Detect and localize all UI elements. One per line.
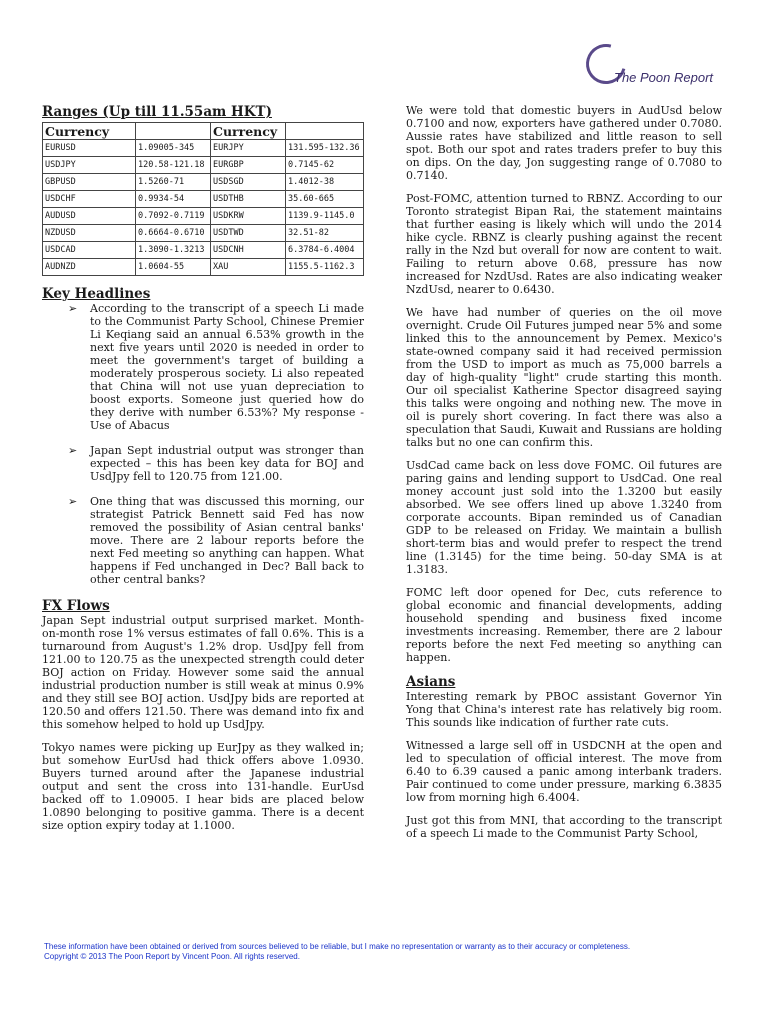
range-cell: 32.51-82 (286, 225, 364, 242)
currency-pair-cell: AUDUSD (43, 208, 136, 225)
asians-paragraph: Witnessed a large sell off in USDCNH at the open and led to speculation of official interest. The move from 6.40 to 6.39 caused a panic among interbank traders. Pair continued to come under pressure, marking 6.3835 low from morning high 6.4004. (406, 739, 722, 804)
range-cell: 1.0604-55 (136, 259, 211, 276)
range-cell: 1.3090-1.3213 (136, 242, 211, 259)
fx-flows-paragraph: Tokyo names were picking up EurJpy as they walked in; but somehow EurUsd had thick offers above 1.0930. Buyers turned around after the Japanese industrial output and sent the cross into 131-handle. EurUsd backed off to 1.09005. I hear bids are placed below 1.0890 belonging to positive gamma. There is a decent size option expiry today at 1.1000. (42, 741, 364, 832)
ranges-row (43, 259, 364, 276)
brand-logo (580, 38, 730, 94)
arrow-bullet-icon: ➢ (68, 302, 78, 315)
left-column (42, 104, 364, 842)
fomc-paragraph: FOMC left door opened for Dec, cuts reference to global economic and financial developments, adding household spending and business fixed income investments increasing. Remember, there are 2 labour reports before the next Fed meeting so anything can happen. (406, 586, 722, 664)
range-cell: 1.09005-345 (136, 140, 211, 157)
headline-text: One thing that was discussed this morning, our strategist Patrick Bennett said Fed has now removed the possibility of Asian central banks' move. There are 2 labour reports before the next Fed meeting so anything can happen. What happens if Fed unchanged in Dec? Ball back to other central banks? (90, 495, 364, 586)
currency-pair-cell: USDTHB (211, 191, 286, 208)
currency-pair-cell: USDJPY (43, 157, 136, 174)
ranges-body (43, 140, 364, 276)
ranges-row (43, 225, 364, 242)
asians-paragraph: Just got this from MNI, that according to the transcript of a speech Li made to the Communist Party School, (406, 814, 722, 840)
range-cell: 0.7092-0.7119 (136, 208, 211, 225)
ranges-row (43, 140, 364, 157)
range-cell: 0.7145-62 (286, 157, 364, 174)
ranges-row (43, 208, 364, 225)
usdcad-paragraph: UsdCad came back on less dove FOMC. Oil futures are paring gains and lending support to UsdCad. One real money account just sold into the 1.3200 but easily absorbed. We see offers lined up above 1.3240 from corporate accounts. Bipan reminded us of Canadian GDP to be released on Friday. We maintain a bullish short-term bias and would prefer to respect the trend line (1.3145) for the time being. 50-day SMA is at 1.3183. (406, 459, 722, 576)
fx-flows-title: FX Flows (42, 598, 110, 614)
range-cell: 131.595-132.36 (286, 140, 364, 157)
range-cell: 1.5260-71 (136, 174, 211, 191)
headlines-title: Key Headlines (42, 286, 151, 302)
audusd-paragraph: We were told that domestic buyers in AudUsd below 0.7100 and now, exporters have gathered under 0.7080. Aussie rates have stabilized and little reason to sell spot. Both our spot and rates traders prefer to buy this on dips. On the day, Jon suggesting range of 0.7080 to 0.7140. (406, 104, 722, 182)
ranges-row (43, 174, 364, 191)
asians-title: Asians (406, 674, 456, 690)
ranges-row (43, 191, 364, 208)
copyright-text: Copyright © 2013 The Poon Report by Vincent Poon. All rights reserved. (44, 952, 300, 961)
headline-text: According to the transcript of a speech Li made to the Communist Party School, Chinese Premier Li Keqiang said an annual 6.53% growth in the next five years until 2020 is needed in order to meet the government's target of building a moderately prosperous society. Li also repeated that China will not use yuan depreciation to boost exports. Someone just queried how do they derive with number 6.53%? My response - Use of Abacus (90, 302, 364, 432)
currency-pair-cell: XAU (211, 259, 286, 276)
currency-header-left: Currency (43, 123, 136, 140)
footer (44, 942, 734, 962)
fx-flows-paragraph: Japan Sept industrial output surprised market. Month-on-month rose 1% versus estimates of fall 0.6%. This is a turnaround from August's 1.2% drop. UsdJpy fell from 121.00 to 120.75 as the unexpected strength could deter BOJ action on Friday. However some said the annual industrial production number is still weak at minus 0.9% and they still see BOJ action. UsdJpy bids are reported at 120.50 and offers 121.50. There was demand into fix and this somehow helped to hold up UsdJpy. (42, 614, 364, 731)
logo-text: The Poon Report (614, 70, 714, 85)
range-header-left (136, 123, 211, 140)
currency-pair-cell: USDCHF (43, 191, 136, 208)
currency-header-right: Currency (211, 123, 286, 140)
headline-item (42, 302, 364, 432)
headlines-list (42, 302, 364, 586)
currency-pair-cell: USDCNH (211, 242, 286, 259)
range-cell: 0.9934-54 (136, 191, 211, 208)
range-cell: 120.58-121.18 (136, 157, 211, 174)
range-cell: 35.60-665 (286, 191, 364, 208)
rbnz-paragraph: Post-FOMC, attention turned to RBNZ. According to our Toronto strategist Bipan Rai, the statement maintains that further easing is likely which will undo the 2014 hike cycle. RBNZ is clearly pushing against the recent rally in the Nzd but overall for now are content to wait. Failing to return above 0.68, pressure has now increased for NzdUsd. Rates are also indicating weaker NzdUsd, nearer to 0.6430. (406, 192, 722, 296)
oil-paragraph: We have had number of queries on the oil move overnight. Crude Oil Futures jumped near 5% and some linked this to the announcement by Pemex. Mexico's state-owned company said it had received permission from the USD to import as much as 75,000 barrels a day of high-quality "light" crude starting this month. Our oil specialist Katherine Spector disagreed saying this talks were ongoing and nothing new. The move in oil is purely short covering. In fact there was also a speculation that Saudi, Kuwait and Russians are holding talks but no one can confirm this. (406, 306, 722, 449)
currency-pair-cell: EURJPY (211, 140, 286, 157)
currency-pair-cell: USDCAD (43, 242, 136, 259)
range-cell: 1139.9-1145.0 (286, 208, 364, 225)
ranges-row (43, 157, 364, 174)
ranges-header-row (43, 123, 364, 140)
range-cell: 1.4012-38 (286, 174, 364, 191)
arrow-bullet-icon: ➢ (68, 444, 78, 457)
ranges-table (42, 122, 364, 276)
ranges-row (43, 242, 364, 259)
headline-item (42, 495, 364, 586)
range-cell: 6.3784-6.4004 (286, 242, 364, 259)
currency-pair-cell: USDKRW (211, 208, 286, 225)
currency-pair-cell: EURUSD (43, 140, 136, 157)
currency-pair-cell: AUDNZD (43, 259, 136, 276)
range-cell: 0.6664-0.6710 (136, 225, 211, 242)
right-column (406, 104, 722, 850)
headline-text: Japan Sept industrial output was stronger than expected – this has been key data for BOJ and UsdJpy fell to 120.75 from 121.00. (90, 444, 364, 483)
currency-pair-cell: EURGBP (211, 157, 286, 174)
disclaimer-text: These information have been obtained or derived from sources believed to be reliable, but I make no representation or warranty as to their accuracy or completeness. (44, 942, 631, 951)
currency-pair-cell: GBPUSD (43, 174, 136, 191)
currency-pair-cell: USDSGD (211, 174, 286, 191)
currency-pair-cell: NZDUSD (43, 225, 136, 242)
range-header-right (286, 123, 364, 140)
arrow-bullet-icon: ➢ (68, 495, 78, 508)
range-cell: 1155.5-1162.3 (286, 259, 364, 276)
headline-item (42, 444, 364, 483)
currency-pair-cell: USDTWD (211, 225, 286, 242)
ranges-title: Ranges (Up till 11.55am HKT) (42, 104, 272, 120)
asians-paragraph: Interesting remark by PBOC assistant Governor Yin Yong that China's interest rate has relatively big room. This sounds like indication of further rate cuts. (406, 690, 722, 729)
